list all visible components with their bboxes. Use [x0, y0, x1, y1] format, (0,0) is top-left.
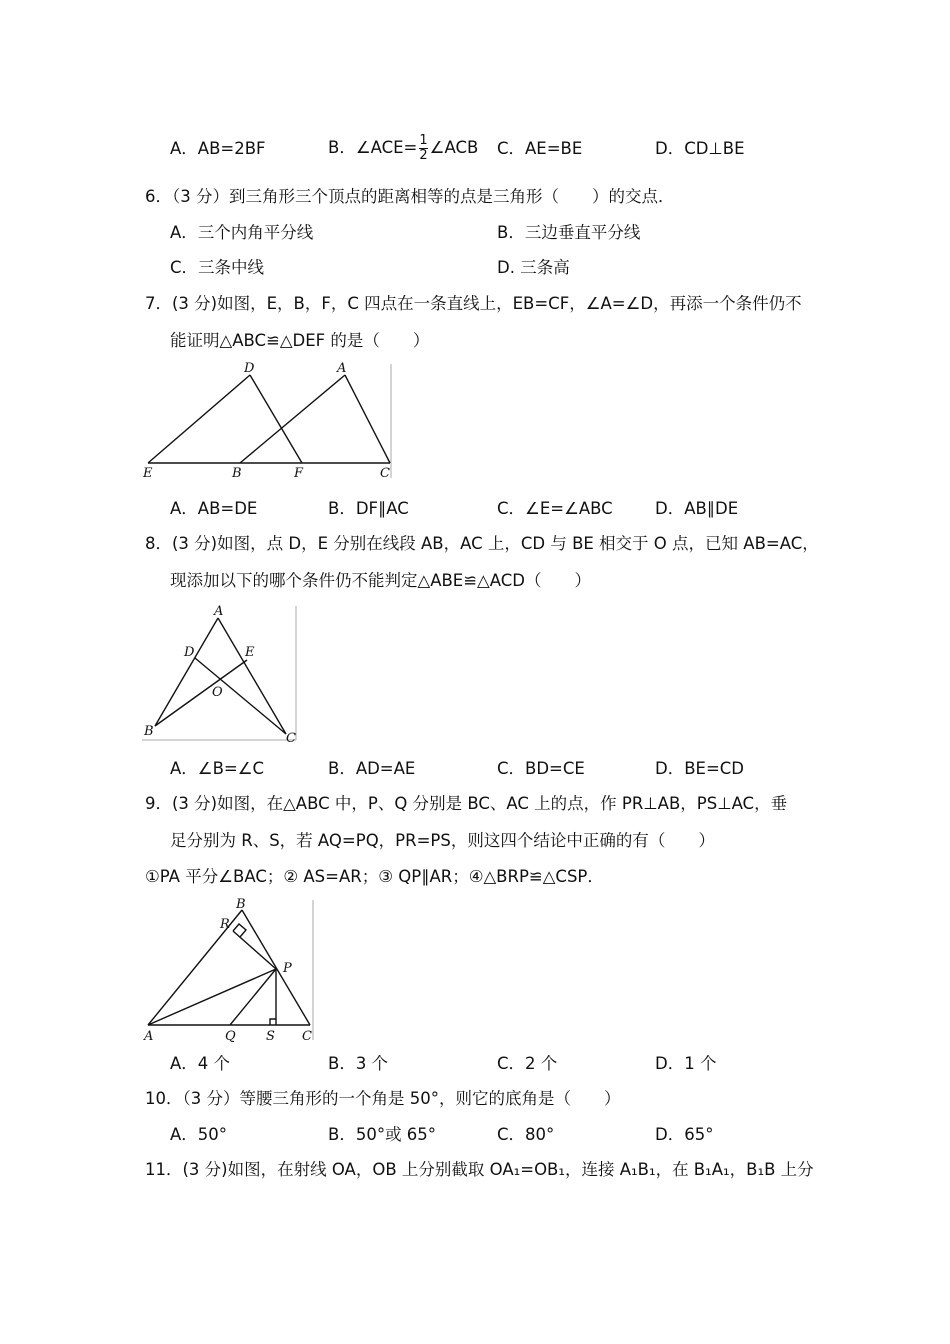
q9-option-d: D．1 个	[655, 1054, 717, 1073]
label-C: C	[302, 1029, 312, 1044]
q7-option-b: B．DF∥AC	[328, 499, 409, 518]
label-A: A	[144, 1029, 154, 1044]
label-C: C	[286, 731, 296, 746]
q8-option-c: C．BD=CE	[497, 759, 585, 778]
q5-option-a: A．AB=2BF	[170, 139, 266, 158]
q5-option-b	[328, 128, 478, 168]
q10-option-a: A．50°	[170, 1125, 228, 1144]
q9-stem-line1: 9．(3 分)如图，在△ABC 中，P、Q 分别是 BC、AC 上的点，作 PR⊥AB，PS⊥AC，垂	[145, 794, 788, 813]
label-R: R	[220, 917, 230, 932]
q9-option-a: A．4 个	[170, 1054, 231, 1073]
label-F: F	[294, 466, 304, 481]
label-A: A	[337, 361, 347, 376]
segment-AP	[148, 969, 276, 1025]
right-angle-mark-R	[233, 924, 246, 937]
q7-option-a: A．AB=DE	[170, 499, 258, 518]
q8-option-d: D．BE=CD	[655, 759, 745, 778]
segment-BE	[155, 660, 247, 726]
q8-option-a: A．∠B=∠C	[170, 759, 265, 778]
right-angle-mark-S	[270, 1019, 276, 1025]
segment-PR	[233, 931, 276, 969]
label-Q: Q	[225, 1029, 236, 1044]
fraction-one-half	[419, 134, 427, 162]
q9-conclusions: ①PA 平分∠BAC；② AS=AR；③ QP∥AR；④△BRP≌△CSP．	[145, 867, 604, 886]
q9-figure	[140, 896, 320, 1046]
q9-option-c: C．2 个	[497, 1054, 558, 1073]
segment-DF	[250, 375, 302, 463]
q8-stem-line1: 8．(3 分)如图，点 D，E 分别在线段 AB，AC 上，CD 与 BE 相交于 O 点，已知 AB=AC，	[145, 534, 819, 553]
segment-AB	[155, 618, 218, 726]
segment-QP	[230, 969, 276, 1025]
label-B: B	[232, 466, 242, 481]
q7-figure	[140, 360, 395, 485]
q10-option-b: B．50°或 65°	[328, 1125, 437, 1144]
segment-ED	[148, 375, 250, 463]
q8-option-b: B．AD=AE	[328, 759, 416, 778]
q5-option-b-suffix: ∠ACB	[429, 138, 479, 157]
label-D: D	[184, 645, 195, 660]
fraction-denominator: 2	[419, 148, 428, 163]
label-E: E	[143, 466, 153, 481]
q11-stem: 11．(3 分)如图，在射线 OA，OB 上分别截取 OA₁=OB₁，连接 A₁B₁，在 B₁A₁，B₁B 上分	[145, 1160, 814, 1179]
label-S: S	[266, 1029, 275, 1044]
q10-option-c: C．80°	[497, 1125, 555, 1144]
q6-stem: 6．（3 分）到三角形三个顶点的距离相等的点是三角形（ ）的交点．	[145, 187, 675, 206]
q10-stem: 10．（3 分）等腰三角形的一个角是 50°，则它的底角是（ ）	[145, 1089, 621, 1108]
label-O: O	[212, 685, 223, 700]
q6-option-d: D. 三条高	[497, 258, 570, 277]
q6-option-a: A．三个内角平分线	[170, 223, 314, 242]
label-E: E	[245, 645, 255, 660]
fraction-numerator: 1	[419, 133, 428, 149]
segment-BA	[240, 375, 345, 463]
q7-stem-line2: 能证明△ABC≌△DEF 的是（ ）	[170, 331, 430, 350]
q6-option-c: C．三条中线	[170, 258, 265, 277]
q5-option-d: D．CD⊥BE	[655, 139, 745, 158]
label-D: D	[244, 361, 255, 376]
q8-figure	[140, 604, 300, 746]
q6-option-b: B．三边垂直平分线	[497, 223, 641, 242]
q7-stem-line1: 7．(3 分)如图，E，B，F，C 四点在一条直线上，EB=CF，∠A=∠D，再添一个条件仍不	[145, 294, 802, 313]
segment-AC	[345, 375, 390, 463]
label-A: A	[214, 604, 224, 619]
q7-option-c: C．∠E=∠ABC	[497, 499, 613, 518]
q9-stem-line2: 足分别为 R、S，若 AQ=PQ，PR=PS，则这四个结论中正确的有（ ）	[170, 831, 715, 850]
q5-option-c: C．AE=BE	[497, 139, 583, 158]
label-B: B	[144, 724, 154, 739]
q10-option-d: D．65°	[655, 1125, 714, 1144]
q7-option-d: D．AB∥DE	[655, 499, 739, 518]
label-C: C	[380, 466, 390, 481]
q9-option-b: B．3 个	[328, 1054, 389, 1073]
label-P: P	[283, 961, 292, 976]
label-B: B	[236, 897, 246, 912]
segment-DC	[195, 658, 286, 734]
q5-option-b-prefix: B．∠ACE=	[328, 138, 418, 157]
segment-AC	[218, 618, 286, 734]
q8-stem-line2: 现添加以下的哪个条件仍不能判定△ABE≌△ACD（ ）	[170, 571, 591, 590]
